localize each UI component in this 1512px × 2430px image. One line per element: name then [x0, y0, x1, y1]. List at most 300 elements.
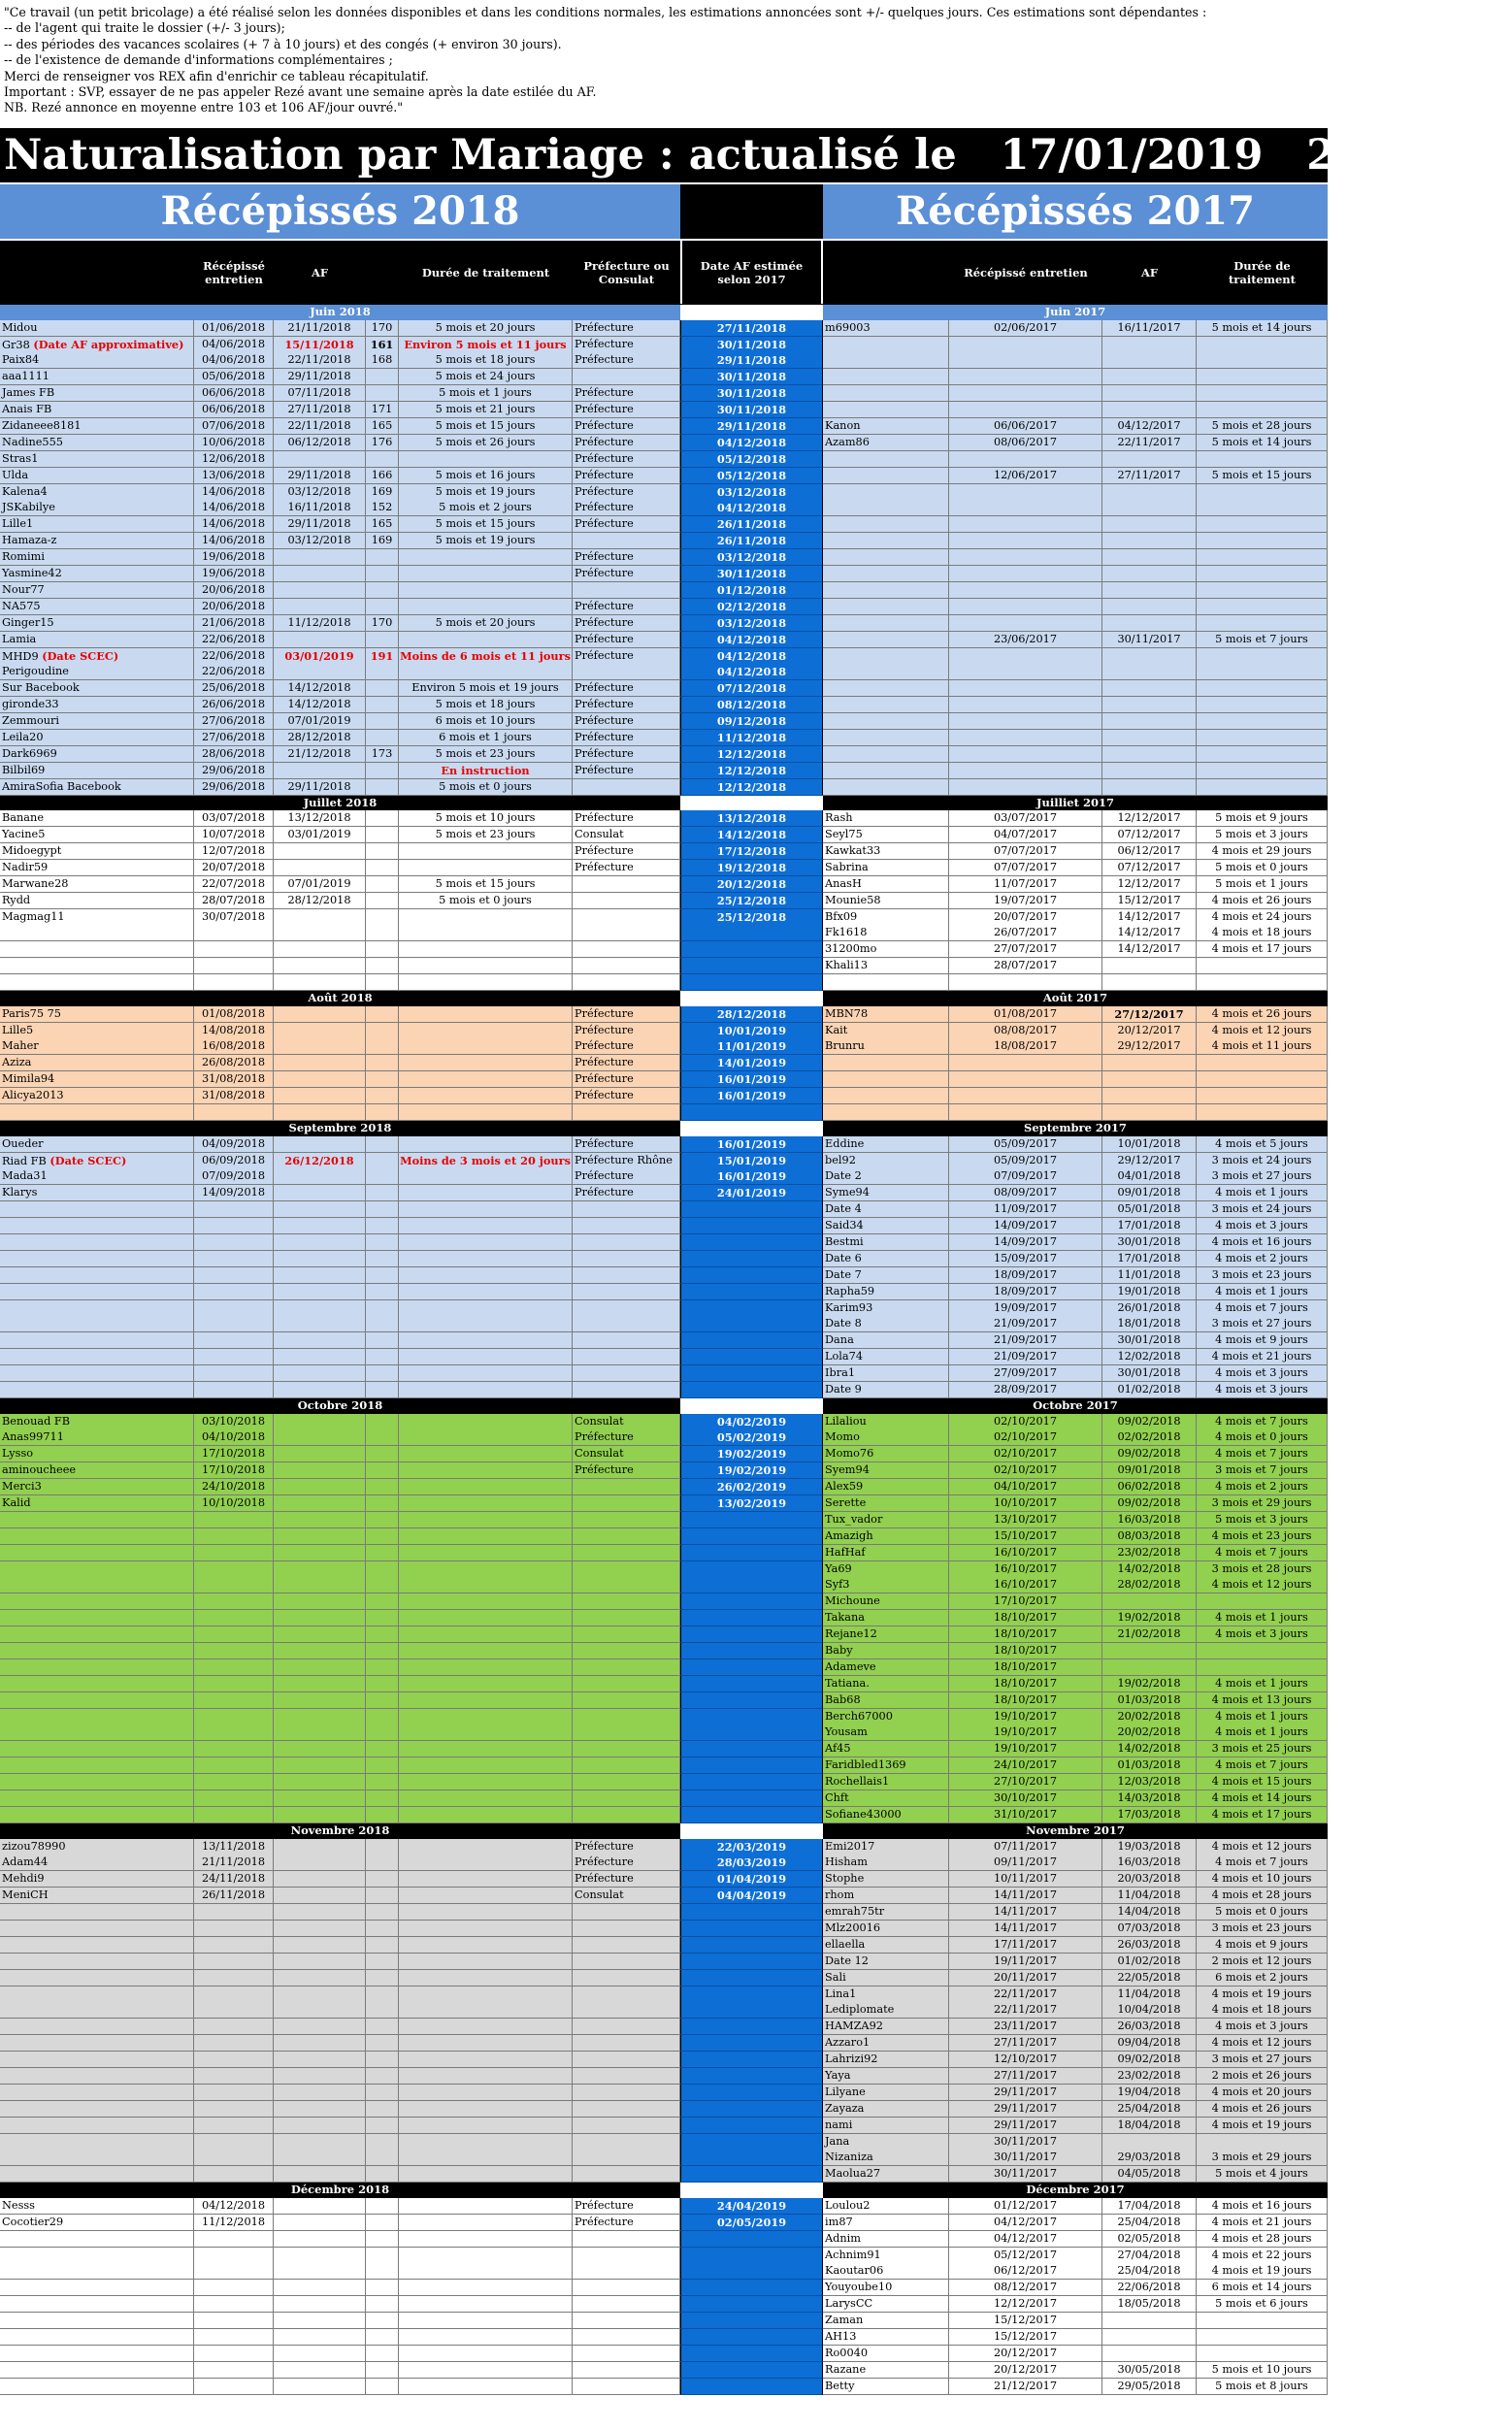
- table-row: [0, 763, 1328, 779]
- member-name: Berch67000: [823, 1709, 949, 1725]
- authority: [573, 1741, 680, 1757]
- member-name: Tux_vador: [823, 1512, 949, 1528]
- days-count: [366, 2215, 399, 2231]
- member-name: Karim93: [823, 1300, 949, 1317]
- processing-duration: 3 mois et 27 jours: [1197, 2052, 1328, 2068]
- days-count: [366, 1659, 399, 1676]
- af-date: 28/12/2018: [274, 893, 366, 909]
- days-count: [366, 1349, 399, 1365]
- af-date: [274, 549, 366, 566]
- row-2017: [823, 941, 1328, 958]
- processing-duration: 3 mois et 27 jours: [1197, 1316, 1328, 1332]
- af-date: 20/12/2017: [1102, 1023, 1197, 1039]
- member-name: Zidaneee8181: [0, 418, 194, 435]
- af-date: [274, 1790, 366, 1807]
- af-date: [1102, 533, 1197, 549]
- member-name: [823, 402, 949, 418]
- row-2018: [0, 385, 680, 402]
- processing-duration: [1197, 974, 1328, 991]
- af-date: [274, 2263, 366, 2280]
- table-row: [0, 2085, 1328, 2101]
- member-name: Date 9: [823, 1382, 949, 1398]
- data-table: [0, 305, 1328, 2395]
- af-date: [1102, 1055, 1197, 1071]
- af-date: [1102, 746, 1197, 763]
- table-row: [0, 1332, 1328, 1349]
- estimated-af-date: 08/12/2018: [680, 697, 823, 713]
- days-count: [366, 925, 399, 941]
- af-date: [1102, 337, 1197, 354]
- days-count: [366, 2118, 399, 2134]
- row-2018: [0, 2280, 680, 2296]
- receipt-date: 27/06/2018: [194, 730, 274, 746]
- processing-duration: 2 mois et 12 jours: [1197, 1954, 1328, 1970]
- af-date: 17/01/2018: [1102, 1251, 1197, 1267]
- authority: [573, 1267, 680, 1284]
- member-name: Sabrina: [823, 860, 949, 876]
- estimated-af-date: 30/11/2018: [680, 385, 823, 402]
- days-count: [366, 1284, 399, 1300]
- processing-duration: 4 mois et 12 jours: [1197, 1023, 1328, 1039]
- member-name: Stras1: [0, 451, 194, 468]
- authority: Préfecture: [573, 730, 680, 746]
- processing-duration: [399, 1055, 573, 1071]
- month-spacer: [680, 991, 823, 1006]
- af-date: [274, 1234, 366, 1251]
- processing-duration: [399, 2280, 573, 2296]
- table-row: [0, 1168, 1328, 1185]
- receipt-date: 20/12/2017: [949, 2346, 1102, 2362]
- af-date: [274, 1104, 366, 1121]
- processing-duration: 5 mois et 7 jours: [1197, 632, 1328, 648]
- receipt-date: [949, 566, 1102, 582]
- row-2018: [0, 1626, 680, 1643]
- af-date: [274, 2035, 366, 2052]
- authority: Préfecture: [573, 337, 680, 354]
- receipt-date: [194, 2248, 274, 2264]
- row-2018: [0, 451, 680, 468]
- days-count: [366, 1528, 399, 1545]
- row-2018: [0, 533, 680, 549]
- af-date: 14/12/2017: [1102, 941, 1197, 958]
- processing-duration: 4 mois et 2 jours: [1197, 1479, 1328, 1495]
- receipt-date: 22/11/2017: [949, 1987, 1102, 2003]
- row-2018: [0, 1479, 680, 1495]
- af-date: [1102, 615, 1197, 632]
- af-date: [274, 1987, 366, 2003]
- authority: [573, 2313, 680, 2329]
- member-name: [0, 1251, 194, 1267]
- row-2017: [823, 484, 1328, 501]
- af-date: [274, 1757, 366, 1774]
- row-2018: [0, 2035, 680, 2052]
- af-date: 03/12/2018: [274, 533, 366, 549]
- member-name: Ibra1: [823, 1365, 949, 1382]
- processing-duration: [1197, 484, 1328, 501]
- member-name: Lola74: [823, 1349, 949, 1365]
- estimated-af-date: 14/12/2018: [680, 827, 823, 843]
- receipt-date: 19/06/2018: [194, 566, 274, 582]
- member-name: ellaella: [823, 1937, 949, 1954]
- af-date: 30/01/2018: [1102, 1234, 1197, 1251]
- receipt-date: 13/11/2018: [194, 1839, 274, 1855]
- member-name: [823, 746, 949, 763]
- row-2017: [823, 2248, 1328, 2264]
- af-date: 14/03/2018: [1102, 1790, 1197, 1807]
- member-name: [0, 1561, 194, 1578]
- days-count: [366, 2329, 399, 2346]
- authority: Préfecture: [573, 435, 680, 451]
- row-2017: [823, 2118, 1328, 2134]
- estimated-af-date: [680, 1970, 823, 1987]
- authority: Préfecture: [573, 1023, 680, 1039]
- processing-duration: 4 mois et 3 jours: [1197, 2019, 1328, 2035]
- row-2018: [0, 958, 680, 974]
- days-count: [366, 2198, 399, 2215]
- member-name: Date 2: [823, 1168, 949, 1185]
- af-date: 23/02/2018: [1102, 1545, 1197, 1561]
- estimated-af-date: [680, 1790, 823, 1807]
- authority: [573, 1577, 680, 1593]
- authority: Préfecture: [573, 1136, 680, 1153]
- receipt-date: 14/06/2018: [194, 533, 274, 549]
- days-count: [366, 2035, 399, 2052]
- table-row: [0, 1954, 1328, 1970]
- table-row: [0, 2313, 1328, 2329]
- processing-duration: 4 mois et 12 jours: [1197, 2035, 1328, 2052]
- receipt-date: 26/11/2018: [194, 1888, 274, 1904]
- receipt-date: 07/09/2017: [949, 1168, 1102, 1185]
- authority: [573, 1659, 680, 1676]
- table-row: [0, 1349, 1328, 1365]
- row-2017: [823, 1676, 1328, 1692]
- month-spacer: [680, 796, 823, 811]
- receipt-date: [194, 1692, 274, 1709]
- member-name: [0, 1593, 194, 1610]
- authority: [573, 1757, 680, 1774]
- table-row: [0, 599, 1328, 615]
- days-count: [366, 1071, 399, 1088]
- row-2018: [0, 615, 680, 632]
- af-date: [274, 1709, 366, 1725]
- receipt-date: 21/09/2017: [949, 1332, 1102, 1349]
- receipt-date: [949, 648, 1102, 666]
- days-count: [366, 664, 399, 680]
- table-row: [0, 1709, 1328, 1725]
- af-date: 30/11/2017: [1102, 632, 1197, 648]
- row-2017: [823, 2035, 1328, 2052]
- estimated-af-date: 27/11/2018: [680, 320, 823, 337]
- af-date: [274, 2150, 366, 2166]
- row-2018: [0, 484, 680, 501]
- member-name: [823, 468, 949, 484]
- row-2017: [823, 1218, 1328, 1234]
- estimated-af-date: [680, 2118, 823, 2134]
- days-count: 171: [366, 402, 399, 418]
- estimated-af-date: [680, 1757, 823, 1774]
- receipt-date: [949, 697, 1102, 713]
- authority: Consulat: [573, 1888, 680, 1904]
- table-row: [0, 974, 1328, 991]
- row-2017: [823, 648, 1328, 666]
- days-count: [366, 1807, 399, 1823]
- processing-duration: 4 mois et 11 jours: [1197, 1038, 1328, 1055]
- receipt-date: 26/07/2017: [949, 925, 1102, 941]
- processing-duration: [399, 566, 573, 582]
- af-date: [274, 1888, 366, 1904]
- af-date: [1102, 680, 1197, 697]
- row-2017: [823, 1316, 1328, 1332]
- row-2017: [823, 1185, 1328, 1201]
- member-name: [0, 2002, 194, 2019]
- days-count: [366, 1153, 399, 1170]
- estimated-af-date: 02/05/2019: [680, 2215, 823, 2231]
- row-2018: [0, 680, 680, 697]
- af-date: 16/03/2018: [1102, 1855, 1197, 1871]
- processing-duration: [399, 599, 573, 615]
- header-right: [823, 241, 1328, 304]
- af-date: [274, 1545, 366, 1561]
- member-name: Emi2017: [823, 1839, 949, 1855]
- processing-duration: [399, 2150, 573, 2166]
- row-2017: [823, 1970, 1328, 1987]
- member-name: Date 12: [823, 1954, 949, 1970]
- member-name: Rochellais1: [823, 1774, 949, 1790]
- row-2017: [823, 1365, 1328, 1382]
- row-2018: [0, 697, 680, 713]
- member-name: Lysso: [0, 1446, 194, 1462]
- table-row: [0, 352, 1328, 369]
- processing-duration: 4 mois et 7 jours: [1197, 1300, 1328, 1317]
- processing-duration: [399, 1136, 573, 1153]
- af-date: [1102, 352, 1197, 369]
- member-name: Rash: [823, 810, 949, 827]
- receipt-date: 31/08/2018: [194, 1071, 274, 1088]
- row-2017: [823, 1807, 1328, 1823]
- af-date: [1102, 1088, 1197, 1104]
- af-date: 29/11/2018: [274, 369, 366, 385]
- estimated-af-date: 01/12/2018: [680, 582, 823, 599]
- row-2018: [0, 599, 680, 615]
- member-name: [0, 1709, 194, 1725]
- table-row: [0, 549, 1328, 566]
- days-count: [366, 385, 399, 402]
- row-2017: [823, 1888, 1328, 1904]
- table-row: [0, 1316, 1328, 1332]
- processing-duration: Environ 5 mois et 11 jours: [399, 337, 573, 354]
- processing-duration: [1197, 2329, 1328, 2346]
- authority: Préfecture: [573, 697, 680, 713]
- processing-duration: 3 mois et 24 jours: [1197, 1153, 1328, 1170]
- receipt-date: 07/11/2017: [949, 1839, 1102, 1855]
- receipt-date: 16/08/2018: [194, 1038, 274, 1055]
- receipt-date: [949, 1104, 1102, 1121]
- receipt-date: [194, 1104, 274, 1121]
- af-date: 07/03/2018: [1102, 1921, 1197, 1937]
- table-row: [0, 1267, 1328, 1284]
- af-date: [274, 2329, 366, 2346]
- receipt-date: 22/06/2018: [194, 648, 274, 666]
- receipt-date: 27/07/2017: [949, 941, 1102, 958]
- receipt-date: 18/09/2017: [949, 1284, 1102, 1300]
- member-name: NA575: [0, 599, 194, 615]
- member-name: [823, 680, 949, 697]
- af-date: [274, 909, 366, 926]
- processing-duration: [1197, 599, 1328, 615]
- row-2018: [0, 1561, 680, 1578]
- estimated-af-date: 04/12/2018: [680, 632, 823, 648]
- days-count: [366, 1757, 399, 1774]
- receipt-date: 05/09/2017: [949, 1136, 1102, 1153]
- authority: [573, 2379, 680, 2395]
- member-name: Nadine555: [0, 435, 194, 451]
- table-row: [0, 582, 1328, 599]
- member-name: Nour77: [0, 582, 194, 599]
- af-date: [274, 1839, 366, 1855]
- af-date: [274, 1071, 366, 1088]
- af-date: [274, 974, 366, 991]
- processing-duration: 4 mois et 10 jours: [1197, 1871, 1328, 1888]
- processing-duration: 5 mois et 15 jours: [399, 516, 573, 533]
- estimated-af-date: [680, 1234, 823, 1251]
- member-name: Nesss: [0, 2198, 194, 2215]
- receipt-date: 19/10/2017: [949, 1709, 1102, 1725]
- row-2017: [823, 1332, 1328, 1349]
- processing-duration: [399, 1561, 573, 1578]
- estimated-af-date: [680, 2263, 823, 2280]
- month-label-2017: Août 2017: [823, 991, 1328, 1006]
- authority: [573, 958, 680, 974]
- af-date: 29/03/2018: [1102, 2150, 1197, 2166]
- authority: Préfecture: [573, 599, 680, 615]
- authority: [573, 779, 680, 796]
- table-row: [0, 1462, 1328, 1479]
- processing-duration: 6 mois et 14 jours: [1197, 2280, 1328, 2296]
- days-count: [366, 1577, 399, 1593]
- receipt-date: 30/07/2018: [194, 909, 274, 926]
- af-date: 18/05/2018: [1102, 2296, 1197, 2313]
- receipt-date: 15/12/2017: [949, 2313, 1102, 2329]
- processing-duration: 5 mois et 18 jours: [399, 697, 573, 713]
- row-2017: [823, 1741, 1328, 1757]
- receipt-date: 06/12/2017: [949, 2263, 1102, 2280]
- authority: Préfecture: [573, 516, 680, 533]
- row-2018: [0, 2346, 680, 2362]
- authority: [573, 1676, 680, 1692]
- processing-duration: [399, 1365, 573, 1382]
- row-2017: [823, 974, 1328, 991]
- row-2017: [823, 1251, 1328, 1267]
- days-count: [366, 827, 399, 843]
- receipt-date: 08/12/2017: [949, 2280, 1102, 2296]
- row-2017: [823, 1088, 1328, 1104]
- member-name: Yacine5: [0, 827, 194, 843]
- member-name: [0, 1807, 194, 1823]
- member-name: [0, 1153, 194, 1170]
- days-count: [366, 1300, 399, 1317]
- authority: [573, 1218, 680, 1234]
- row-2017: [823, 1382, 1328, 1398]
- af-date: 29/11/2018: [274, 779, 366, 796]
- member-name: nami: [823, 2118, 949, 2134]
- receipt-date: 06/06/2018: [194, 385, 274, 402]
- row-2018: [0, 1201, 680, 1218]
- receipt-date: 04/12/2017: [949, 2231, 1102, 2248]
- member-name: Baby: [823, 1643, 949, 1659]
- receipt-date: [949, 680, 1102, 697]
- af-date: 07/12/2017: [1102, 827, 1197, 843]
- estimated-af-date: [680, 1382, 823, 1398]
- table-row: [0, 1104, 1328, 1121]
- row-2018: [0, 1709, 680, 1725]
- af-date: [274, 1479, 366, 1495]
- af-date: [274, 958, 366, 974]
- table-row: [0, 1987, 1328, 2003]
- processing-duration: [1197, 1659, 1328, 1676]
- days-count: 176: [366, 435, 399, 451]
- row-2018: [0, 1332, 680, 1349]
- processing-duration: [399, 1839, 573, 1855]
- authority: Consulat: [573, 1446, 680, 1462]
- af-date: [274, 1251, 366, 1267]
- month-header: [0, 305, 1328, 320]
- processing-duration: [1197, 402, 1328, 418]
- estimated-af-date: 16/01/2019: [680, 1168, 823, 1185]
- af-date: 09/04/2018: [1102, 2035, 1197, 2052]
- af-date: [274, 1921, 366, 1937]
- row-2017: [823, 2166, 1328, 2183]
- member-name: [0, 2362, 194, 2379]
- member-name: Sali: [823, 1970, 949, 1987]
- authority: Préfecture: [573, 500, 680, 516]
- processing-duration: [399, 2215, 573, 2231]
- receipt-date: 13/10/2017: [949, 1512, 1102, 1528]
- processing-duration: 5 mois et 23 jours: [399, 827, 573, 843]
- row-2017: [823, 516, 1328, 533]
- row-2017: [823, 843, 1328, 860]
- member-name: Mehdi9: [0, 1871, 194, 1888]
- af-date: 18/04/2018: [1102, 2118, 1197, 2134]
- member-name: [0, 1643, 194, 1659]
- processing-duration: [399, 1104, 573, 1121]
- authority: Préfecture: [573, 1006, 680, 1023]
- days-count: [366, 1987, 399, 2003]
- estimated-af-date: 05/02/2019: [680, 1429, 823, 1446]
- receipt-date: 31/08/2018: [194, 1088, 274, 1104]
- table-row: [0, 1610, 1328, 1626]
- receipt-date: 01/06/2018: [194, 320, 274, 337]
- row-2018: [0, 1659, 680, 1676]
- days-count: [366, 1104, 399, 1121]
- processing-duration: 4 mois et 26 jours: [1197, 1006, 1328, 1023]
- af-date: [1102, 779, 1197, 796]
- af-date: [274, 1495, 366, 1512]
- processing-duration: 6 mois et 10 jours: [399, 713, 573, 730]
- row-2017: [823, 369, 1328, 385]
- af-date: 28/12/2018: [274, 730, 366, 746]
- receipt-date: 08/08/2017: [949, 1023, 1102, 1039]
- receipt-date: 18/10/2017: [949, 1676, 1102, 1692]
- af-date: 22/11/2018: [274, 418, 366, 435]
- row-2017: [823, 1610, 1328, 1626]
- authority: [573, 2085, 680, 2101]
- days-count: [366, 1185, 399, 1201]
- processing-duration: 3 mois et 29 jours: [1197, 1495, 1328, 1512]
- af-date: [274, 1577, 366, 1593]
- member-name: [0, 1512, 194, 1528]
- receipt-date: [949, 615, 1102, 632]
- af-date: [274, 2248, 366, 2264]
